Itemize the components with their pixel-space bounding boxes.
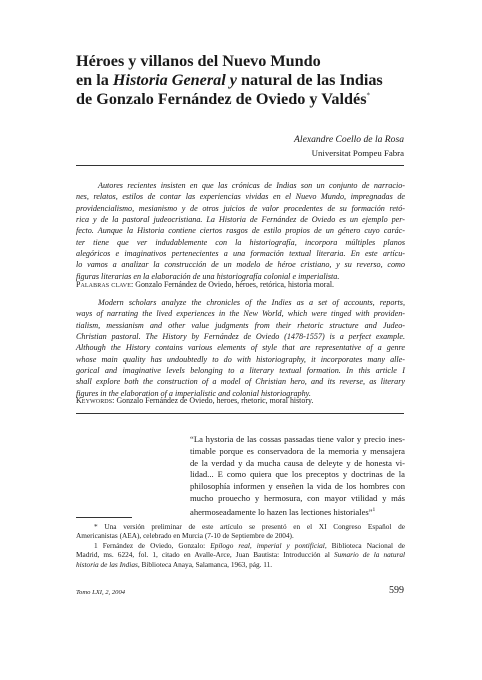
abstract-en-line: Christian pastoral. The History by Fernández de Oviedo (1478-1557) is a perfect example. — [76, 332, 405, 342]
author-affiliation: Universitat Pompeu Fabra — [311, 148, 404, 158]
keywords-spanish — [76, 280, 405, 290]
abstract-es-line: providencialismo, mesianismo y de otros juicios de valor procedentes de su formación retó- — [76, 203, 405, 213]
epigraph-line: mucho prouecho y hermosura, con mayor vtilidad y más — [190, 492, 405, 503]
title-line-2 — [76, 71, 416, 90]
abstract-es-line: ter tiene que ver indudablemente con la historiografía, incorpora múltiples planos — [76, 237, 405, 247]
abstract-es-line: fecto. Aunque la Historia contiene ciertos rasgos de estilo propios de un género cuyo carác- — [76, 226, 405, 236]
abstract-es-line: rica y de la pastoral judeocristiana. La Historia de Fernández de Oviedo es un ejemplo per- — [76, 215, 405, 225]
abstract-es-line: nes, relatos, estilos de contar las experiencias vividas en el Nuevo Mundo, impregnadas de — [76, 192, 405, 202]
abstract-en-line: Although the History contains various elements of style that are representative of a genre — [76, 343, 405, 353]
abstract-en-line: tialism, messianism and other value judgments from their rhetoric structure and Judeo- — [76, 320, 405, 330]
article-title — [76, 52, 416, 109]
epigraph-line: timable porque es conservadora de la memoria y mensajera — [190, 445, 405, 456]
title-line-3-text: de Gonzalo Fernández de Oviedo y Valdés — [76, 90, 367, 108]
title-footnote-mark: * — [366, 91, 370, 100]
keywords-en-label: Keywords: — [76, 396, 115, 405]
epigraph-line: de la verdad y da mucha causa de deleyte y de honesta vi- — [190, 457, 405, 468]
title-line-2-prefix: en la — [76, 71, 113, 89]
abstract-en-line: gorical and imaginative levels belonging to a literary textual formation. In this article I — [76, 366, 405, 376]
fn1-text-a: 1 Fernández de Oviedo, Gonzalo: — [94, 541, 211, 550]
footnote-1-line — [76, 560, 405, 569]
fn1-text-c-end: , Biblioteca Anaya, Salamanca, 1963, pág. 11. — [137, 559, 273, 569]
title-line-2-suffix: natural de las Indias — [236, 71, 383, 89]
keywords-es-text: Gonzalo Fernández de Oviedo, héroes, retórica, historia moral. — [133, 280, 334, 289]
header-divider — [76, 165, 404, 166]
keywords-en-text: Gonzalo Fernández de Oviedo, heroes, rhetoric, moral history. — [114, 396, 314, 405]
abstract-spanish — [76, 180, 405, 282]
abstract-es-line: alegóricos e imaginativos pertenecientes a una formación textual literaria. En este artícu- — [76, 249, 405, 259]
epigraph-last-text: ahermoseadamente lo hazen las lectiones historiales” — [190, 506, 373, 517]
abstract-en-line: Modern scholars analyze the chronicles of the Indies as a set of accounts, reports, — [98, 298, 405, 307]
epigraph-line: philosophía informen y enseñen la vida de los hombres con — [190, 481, 405, 491]
title-line-2-italic: Historia General y — [112, 71, 237, 89]
fn1-italic-b: Sumario de la natural — [333, 550, 405, 560]
journal-footer: Tomo LXI, 2, 2004 — [76, 589, 126, 596]
footnote-divider — [76, 517, 132, 518]
footnote-star-line: Americanistas (AEA), celebrado en Murcia (7-10 de Septiembre de 2004). — [76, 531, 294, 541]
fn1-italic-c: historia de las Indias — [76, 559, 138, 569]
abstract-en-line: whose main quality has undoubtedly to do with historiography, it incorporates many alle- — [76, 354, 405, 364]
abstract-en-line: shall explore both the construction of a model of Christian hero, and its reverse, as literary — [76, 377, 405, 387]
footnote-1 — [76, 541, 405, 569]
abstract-en-line: ways of narrating the lived experiences in the New World, which were tinged with providen- — [76, 309, 405, 319]
fn1-text-a-end: , Biblioteca Nacional de — [324, 541, 405, 550]
fn1-text-b: Madrid, ms. 6224, fol. 1, citado en Avalle-Arce, Juan Bautista: Introducción al — [76, 550, 334, 560]
title-line-1: Héroes y villanos del Nuevo Mundo — [76, 52, 321, 70]
author-name: Alexandre Coello de la Rosa — [294, 134, 404, 145]
epigraph-line: lidad... E como quiera que los preceptos y doctrinas de la — [190, 469, 405, 480]
abstract-english — [76, 297, 405, 399]
page-number: 599 — [389, 585, 404, 596]
epigraph-note-mark: 1 — [372, 506, 376, 513]
footnote-1-line — [76, 550, 405, 559]
footnote-star-line: * Una versión preliminar de este artículo se presentó en el XI Congreso Español de — [94, 522, 405, 531]
abstract-es-line: lo vamos a analizar la construcción de un modelo de héroe cristiano, y su reverso, como — [76, 260, 405, 270]
footnote-1-line — [76, 541, 405, 550]
abstract-es-line: Autores recientes insisten en que las crónicas de Indias son un conjunto de narracio- — [98, 181, 405, 190]
fn1-italic-a: Epílogo real, imperial y pontificial — [210, 541, 325, 550]
epigraph-line: “La hystoria de las cossas passadas tiene valor y precio ines- — [190, 434, 405, 444]
epigraph-quote — [190, 434, 405, 518]
title-line-3 — [76, 90, 416, 109]
abstract-en-line: figures in the elaboration of a imperialistic and colonial historiography. — [76, 388, 311, 398]
epigraph-line — [190, 505, 405, 519]
keywords-english — [76, 396, 405, 406]
footnote-star — [76, 522, 405, 541]
keywords-es-label: Palabras clave: — [76, 280, 134, 289]
abstract-divider — [76, 413, 404, 414]
abstract-es-line: figuras literarias en la elaboración de una historiografía colonial e imperialista. — [76, 271, 340, 281]
